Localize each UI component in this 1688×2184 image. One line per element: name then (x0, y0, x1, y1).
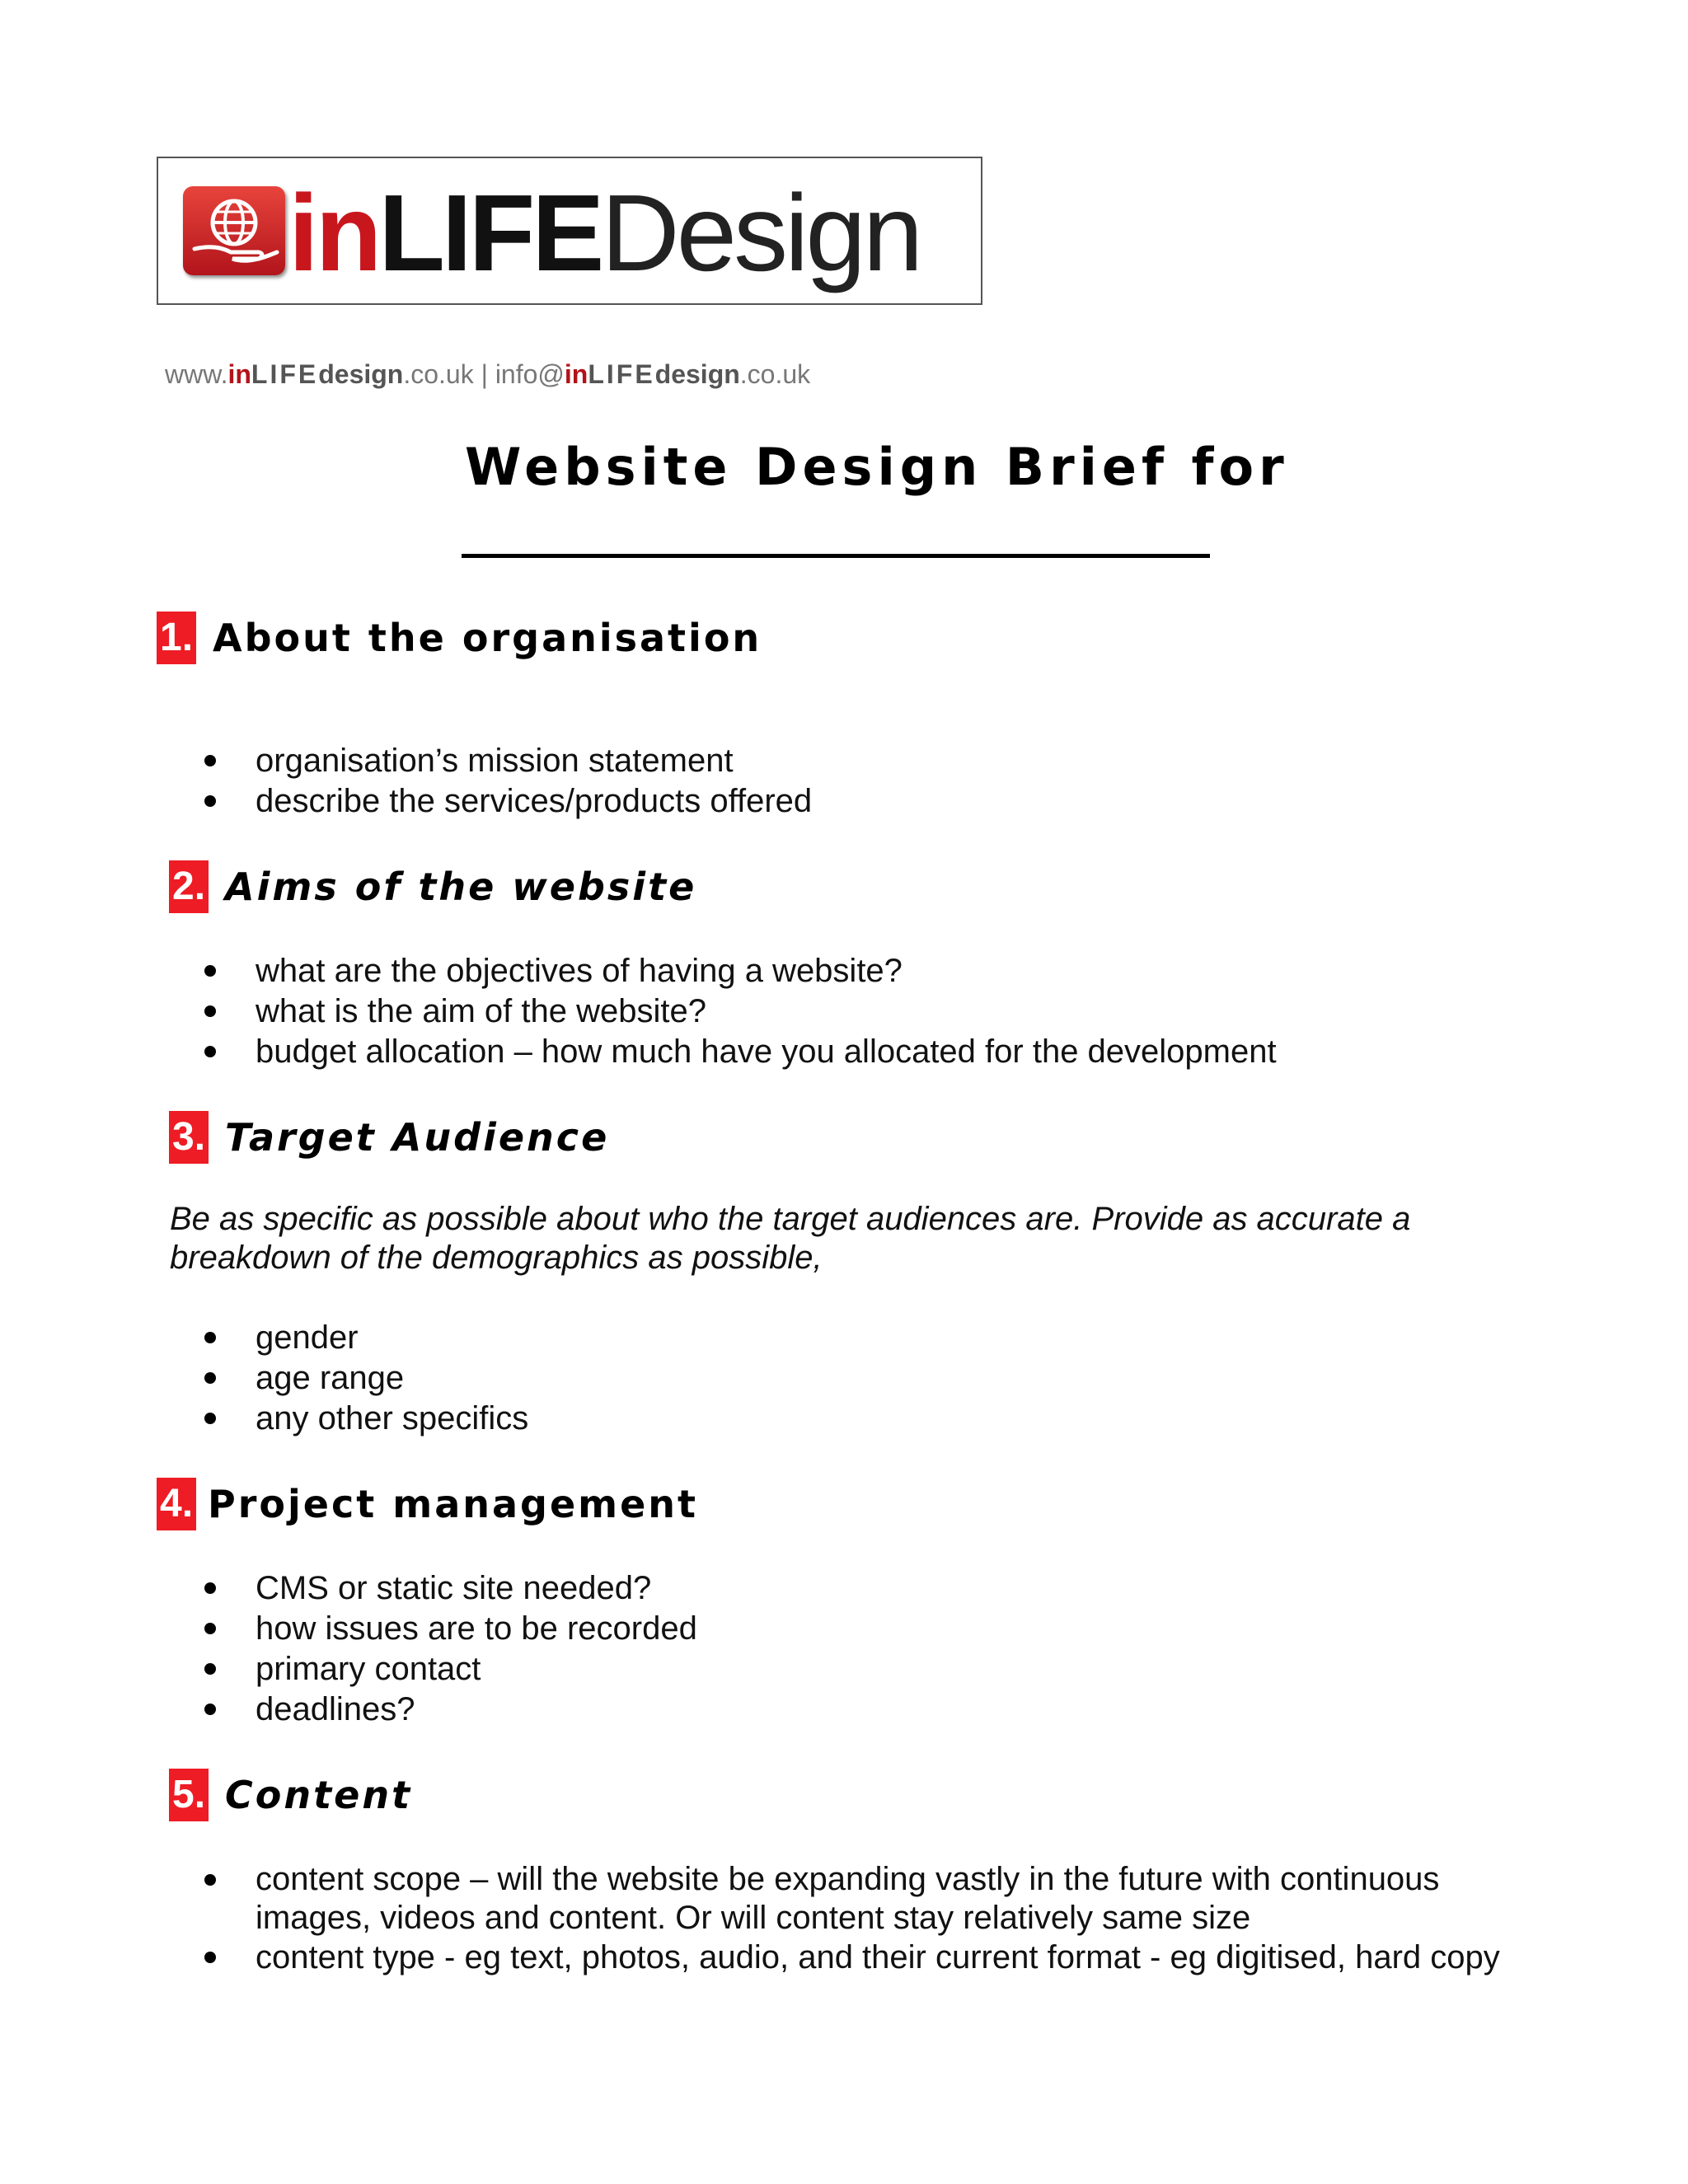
bullet-icon (204, 1623, 216, 1634)
section-number: 1. (157, 612, 196, 664)
list-item: organisation’s mission statement (0, 741, 1541, 781)
section-title: Content (225, 1773, 413, 1817)
list-item: gender (0, 1318, 1541, 1358)
audience-intro-text: Be as specific as possible about who the target audiences are. Provide as accurate a breakdown of the demographics as possible, (170, 1201, 1411, 1276)
bullet-list-content (0, 1860, 1541, 1978)
contact-line: www.inLIFEdesign.co.uk | info@inLIFEdesign.co.uk (165, 359, 811, 389)
bullet-icon (204, 965, 216, 977)
bullet-icon (204, 1952, 216, 1963)
section-title: About the organisation (213, 616, 762, 660)
list-item: any other specifics (0, 1399, 1541, 1439)
list-item: deadlines? (0, 1690, 1541, 1730)
bullet-list-audience (0, 1318, 1541, 1439)
bullet-icon (204, 1413, 216, 1424)
page-title: Website Design Brief for (465, 437, 1289, 497)
section-number: 5. (169, 1769, 209, 1821)
bullet-list-aims (0, 951, 1541, 1072)
section-heading-content (169, 1769, 412, 1821)
section-title: Aims of the website (225, 865, 697, 909)
list-item: budget allocation – how much have you allocated for the development (0, 1032, 1541, 1072)
list-item: content type - eg text, photos, audio, and their current format - eg digitised, hard copy (0, 1938, 1541, 1978)
section-heading-audience (169, 1111, 609, 1164)
section-title: Target Audience (225, 1115, 610, 1160)
section-number: 2. (169, 860, 209, 913)
bullet-icon (204, 1372, 216, 1384)
list-item: describe the services/products offered (0, 781, 1541, 822)
bullet-list-project (0, 1568, 1541, 1730)
logo-wordmark: inLIFEDesign (288, 172, 921, 293)
list-item: CMS or static site needed? (0, 1568, 1541, 1609)
list-item: content scope – will the website be expanding vastly in the future with continuous images, videos and content. Or will content stay relatively same size (0, 1860, 1541, 1938)
bullet-icon (204, 1582, 216, 1594)
list-item: what are the objectives of having a website? (0, 951, 1541, 991)
section-number: 3. (169, 1111, 209, 1164)
bullet-icon (204, 1332, 216, 1343)
section-heading-project (157, 1478, 698, 1530)
bullet-icon (204, 1874, 216, 1886)
section-number: 4. (157, 1478, 196, 1530)
bullet-icon (204, 755, 216, 766)
bullet-icon (204, 1663, 216, 1675)
bullet-icon (204, 1704, 216, 1715)
bullet-icon (204, 1046, 216, 1057)
list-item: what is the aim of the website? (0, 991, 1541, 1032)
bullet-icon (204, 795, 216, 807)
list-item: how issues are to be recorded (0, 1609, 1541, 1649)
list-item: age range (0, 1358, 1541, 1399)
title-blank-line (462, 554, 1210, 558)
logo (157, 157, 982, 305)
bullet-icon (204, 1005, 216, 1017)
section-heading-aims (169, 860, 696, 913)
bullet-list-organisation (0, 741, 1541, 822)
globe-hand-icon (183, 186, 285, 275)
section-heading-organisation (157, 612, 762, 664)
section-title: Project management (208, 1482, 699, 1526)
list-item: primary contact (0, 1649, 1541, 1690)
